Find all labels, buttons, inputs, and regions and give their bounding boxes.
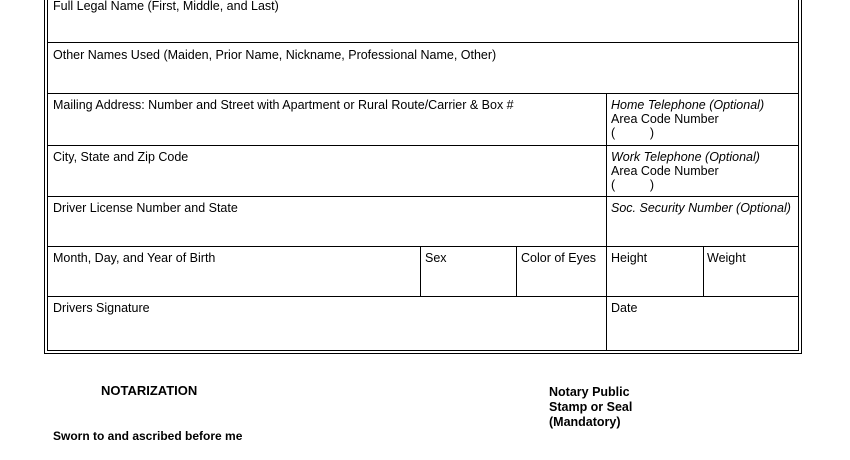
driver-license-label: Driver License Number and State bbox=[53, 201, 238, 215]
notary-stamp-line-3: (Mandatory) bbox=[549, 415, 621, 429]
notary-stamp-line-2: Stamp or Seal bbox=[549, 400, 633, 414]
other-names-label: Other Names Used (Maiden, Prior Name, Nickname, Professional Name, Other) bbox=[53, 48, 497, 62]
notarization-heading: NOTARIZATION bbox=[101, 383, 198, 398]
home-telephone-label: Home Telephone (Optional) bbox=[611, 98, 765, 112]
work-telephone-label: Work Telephone (Optional) bbox=[611, 150, 760, 164]
weight-label: Weight bbox=[707, 251, 746, 265]
city-state-zip-label: City, State and Zip Code bbox=[53, 150, 189, 164]
mailing-address-label: Mailing Address: Number and Street with Apartment or Rural Route/Carrier & Box # bbox=[53, 98, 514, 112]
date-label: Date bbox=[611, 301, 638, 315]
height-label: Height bbox=[611, 251, 648, 265]
drivers-signature-label: Drivers Signature bbox=[53, 301, 150, 315]
home-telephone-subhead: Area Code Number bbox=[611, 112, 719, 126]
sworn-statement-label: Sworn to and ascribed before me bbox=[53, 429, 243, 443]
work-telephone-area-parens: ( ) bbox=[611, 178, 655, 192]
eye-color-label: Color of Eyes bbox=[521, 251, 597, 265]
home-telephone-area-parens: ( ) bbox=[611, 126, 655, 140]
work-telephone-subhead: Area Code Number bbox=[611, 164, 719, 178]
ssn-label: Soc. Security Number (Optional) bbox=[611, 201, 791, 215]
date-of-birth-label: Month, Day, and Year of Birth bbox=[53, 251, 216, 265]
sex-label: Sex bbox=[425, 251, 447, 265]
full-legal-name-label: Full Legal Name (First, Middle, and Last) bbox=[53, 0, 279, 13]
notary-stamp-line-1: Notary Public bbox=[549, 385, 630, 399]
